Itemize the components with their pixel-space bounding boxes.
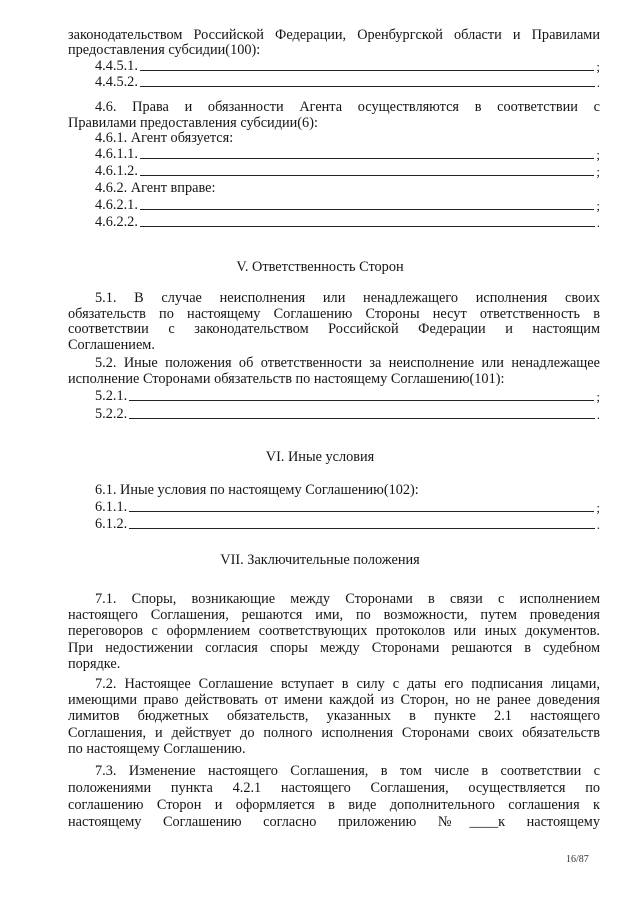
paragraph-line: положениями пункта 4.2.1 настоящего Соглашения, осуществляется по: [68, 780, 600, 796]
paragraph-line: имеющими право действовать от имени каждой из Сторон, но не ранее доведения: [68, 692, 600, 708]
semicolon: ;: [596, 164, 600, 179]
item-number: 5.2.1.: [95, 388, 128, 404]
paragraph-line: обязательств по настоящему Соглашению Стороны несут ответственность в: [68, 306, 600, 322]
paragraph-line: Правилами предоставления субсидии(6):: [68, 115, 318, 131]
semicolon: ;: [596, 500, 600, 515]
blank-fill-line: [95, 517, 600, 532]
paragraph-line: 4.6.2. Агент вправе:: [95, 180, 216, 196]
paragraph-line: лимитов бюджетных обязательств, указанных в пункте 2.1 настоящего: [68, 708, 600, 724]
item-number: 4.4.5.2.: [95, 74, 138, 90]
blank-fill-line: [95, 389, 600, 404]
paragraph-line: 5.2. Иные положения об ответственности за неисполнение или ненадлежащее: [95, 355, 600, 371]
item-number: 6.1.1.: [95, 499, 128, 515]
item-number: 4.4.5.1.: [95, 58, 138, 74]
paragraph-line: Соглашения, и действует до полного исполнения Сторонами своих обязательств: [68, 725, 600, 741]
blank-fill-line: [95, 198, 600, 213]
blank-fill-line: [95, 215, 600, 230]
paragraph-line: Соглашением.: [68, 337, 155, 353]
paragraph-line: 7.1. Споры, возникающие между Сторонами в связи с исполнением: [95, 591, 600, 607]
paragraph-line: 5.1. В случае неисполнения или ненадлежащего исполнения своих: [95, 290, 600, 306]
page-number: 16/87: [566, 854, 589, 865]
item-number: 4.6.1.2.: [95, 163, 138, 179]
paragraph-line: предоставления субсидии(100):: [68, 42, 261, 58]
paragraph-line: соответствии с законодательством Российской Федерации и настоящим: [68, 321, 600, 337]
semicolon: ;: [596, 147, 600, 162]
item-number: 4.6.1.1.: [95, 146, 138, 162]
item-number: 6.1.2.: [95, 516, 128, 532]
paragraph-line: соглашению Сторон и оформляется в виде дополнительного соглашения к: [68, 797, 600, 813]
paragraph-line: порядке.: [68, 656, 121, 672]
semicolon: ;: [596, 59, 600, 74]
blank-fill-line: [95, 164, 600, 179]
paragraph-line: 6.1. Иные условия по настоящему Соглашению(102):: [95, 482, 419, 498]
paragraph-line: 7.2. Настоящее Соглашение вступает в силу с даты его подписания лицами,: [95, 676, 600, 692]
section-heading: VII. Заключительные положения: [220, 552, 420, 568]
paragraph-line: 4.6.1. Агент обязуется:: [95, 130, 234, 146]
blank-fill-line: [95, 407, 600, 422]
blank-fill-line: [95, 75, 600, 90]
paragraph-line: 4.6. Права и обязанности Агента осуществляются в соответствии с: [95, 99, 600, 115]
period: .: [596, 517, 600, 532]
semicolon: ;: [596, 389, 600, 404]
period: .: [596, 215, 600, 230]
paragraph-line: по настоящему Соглашению.: [68, 741, 246, 757]
period: .: [596, 75, 600, 90]
paragraph-line: При недостижении согласия споры между Сторонами решаются в судебном: [68, 640, 600, 656]
section-heading: VI. Иные условия: [265, 449, 375, 465]
item-number: 4.6.2.1.: [95, 197, 138, 213]
semicolon: ;: [596, 198, 600, 213]
paragraph-line: переговоров с оформлением соответствующих протоколов или иных документов.: [68, 623, 600, 639]
item-number: 5.2.2.: [95, 406, 128, 422]
paragraph-line: исполнение Сторонами обязательств по настоящему Соглашению(101):: [68, 371, 505, 387]
blank-fill-line: [95, 147, 600, 162]
paragraph-line: настоящему Соглашению согласно приложению №____к настоящему: [68, 814, 600, 830]
period: .: [596, 407, 600, 422]
section-heading: V. Ответственность Сторон: [236, 259, 404, 275]
blank-fill-line: [95, 500, 600, 515]
paragraph-line: законодательством Российской Федерации, Оренбургской области и Правилами: [68, 27, 600, 43]
item-number: 4.6.2.2.: [95, 214, 138, 230]
paragraph-line: настоящего Соглашения, решаются ими, по возможности, путем проведения: [68, 607, 600, 623]
blank-fill-line: [95, 59, 600, 74]
paragraph-line: 7.3. Изменение настоящего Соглашения, в том числе в соответствии с: [95, 763, 600, 779]
